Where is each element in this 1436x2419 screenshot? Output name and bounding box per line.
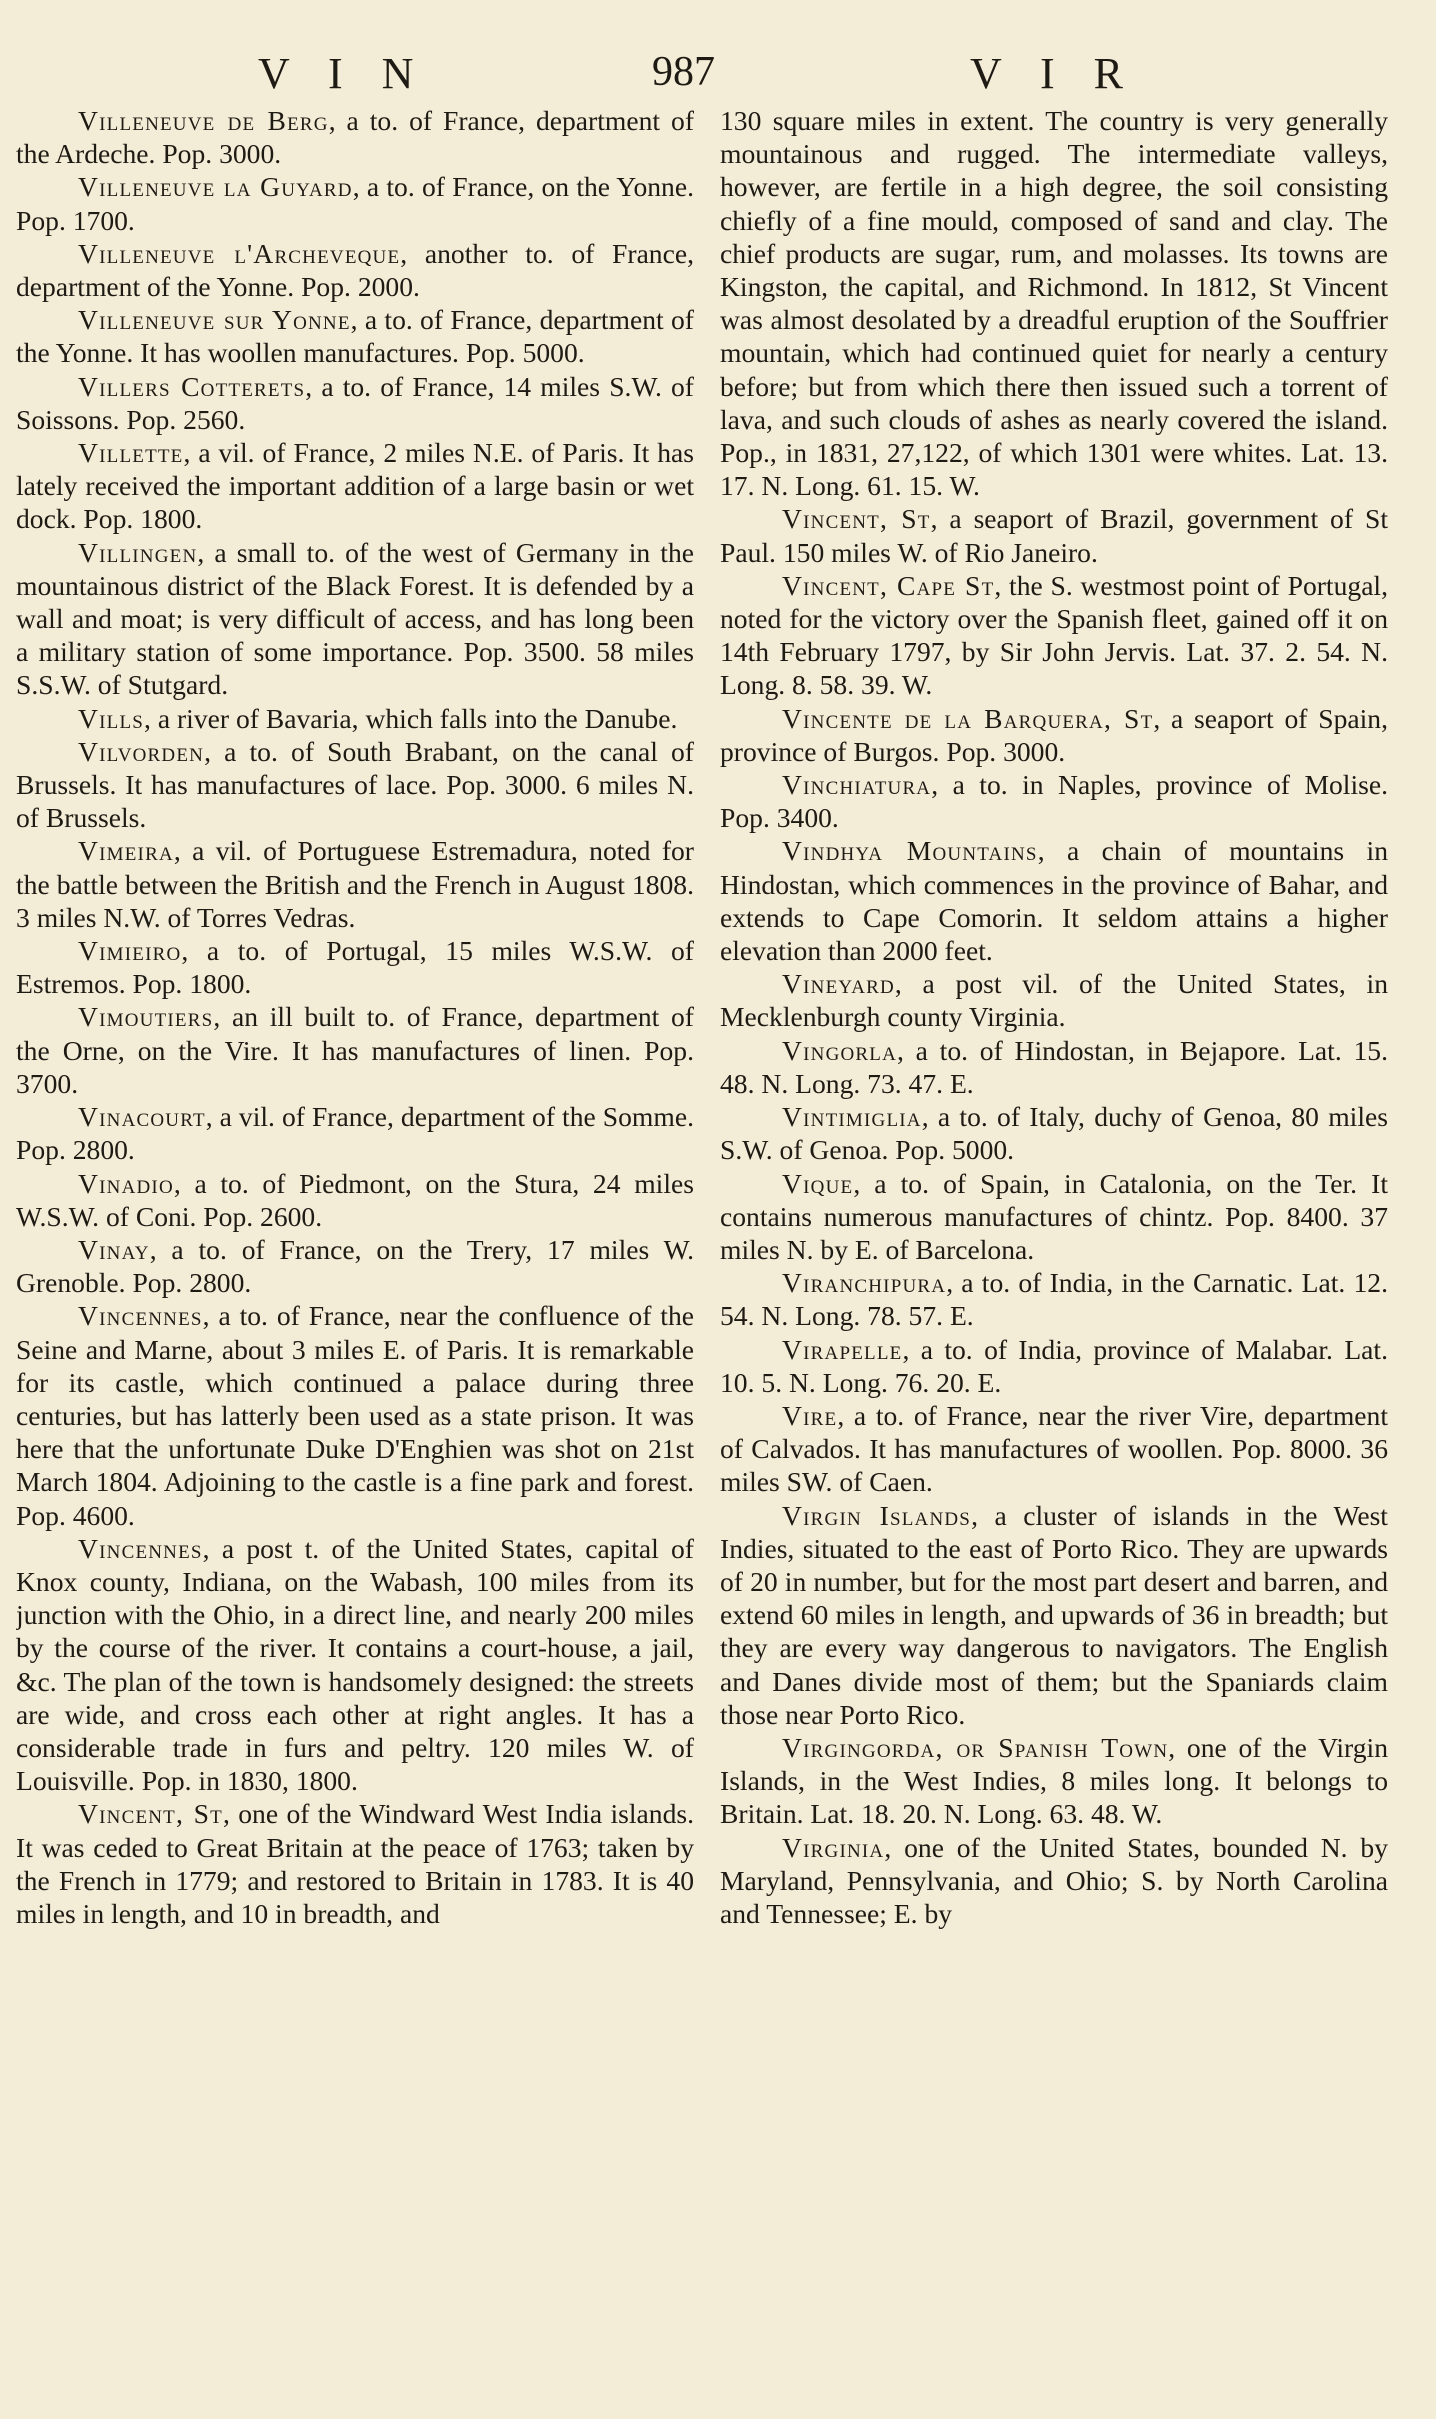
entry-text: , a river of Bavaria, which falls into the Danube. xyxy=(144,702,678,734)
entry-text: , a to. of Hindostan, in Bejapore. Lat. 15. 48. N. Long. 73. 47. E. xyxy=(720,1034,1388,1099)
gazetteer-entry xyxy=(16,303,694,369)
gazetteer-entry xyxy=(720,834,1388,967)
entry-text: , a vil. of France, 2 miles N.E. of Paris. It has lately received the important addition of a large basin or wet dock. Pop. 1800. xyxy=(16,437,694,535)
entry-headword: Vincent, St xyxy=(78,1798,223,1830)
entry-text: , a to. of France, near the confluence of the Seine and Marne, about 3 miles E. of Paris. It is remarkable for its castle, which continued a palace during three centuries, but has latterly been used as a state prison. It was here that the unfortunate Duke D'Enghien was shot on 21st March 1804. Adjoining to the castle is a fine park and forest. Pop. 4600. xyxy=(16,1300,694,1531)
entry-text: , another to. of France, department of the Yonne. Pop. 2000. xyxy=(16,237,694,303)
entry-text: , a to. of France, department of the Yonne. It has woollen manufactures. Pop. 5000. xyxy=(16,304,694,369)
header-right-guide: V I R xyxy=(970,49,1123,98)
entry-headword: Vimoutiers xyxy=(78,1001,214,1033)
gazetteer-entry xyxy=(16,1100,694,1166)
entry-text: , a to. of India, province of Malabar. Lat. 10. 5. N. Long. 76. 20. E. xyxy=(720,1333,1388,1398)
entry-text: , a to. of Portugal, 15 miles W.S.W. of Estremos. Pop. 1800. xyxy=(16,935,694,1000)
entry-text: , a to. of Italy, duchy of Genoa, 80 miles S.W. of Genoa. Pop. 5000. xyxy=(720,1101,1388,1166)
right-column xyxy=(720,104,1388,2394)
entry-headword: Vincente de la Barquera, St xyxy=(782,702,1154,734)
gazetteer-entry xyxy=(16,170,694,236)
entry-text: 130 square miles in extent. The country is very generally mountainous and rugged. The intermediate valleys, however, are fertile in a high degree, the soil consisting chiefly of a fine mould, composed of sand and clay. The chief products are sugar, rum, and molasses. Its towns are Kingston, the capital, and Richmond. In 1812, St Vincent was almost desolated by a dreadful eruption of the Souffrier mountain, which had continued quiet for nearly a century before; but from which there then issued such a torrent of lava, and such clouds of ashes as nearly covered the island. Pop., in 1831, 27,122, of which 1301 were whites. Lat. 13. 17. N. Long. 61. 15. W. xyxy=(720,105,1388,502)
entry-text: , the S. westmost point of Portugal, noted for the victory over the Spanish fleet, gained off it on 14th February 1797, by Sir John Jervis. Lat. 37. 2. 54. N. Long. 8. 58. 39. W. xyxy=(720,569,1388,701)
gazetteer-entry xyxy=(16,104,694,170)
left-column xyxy=(16,104,694,2394)
entry-headword: Vineyard xyxy=(782,968,895,1000)
gazetteer-entry xyxy=(16,237,694,303)
entry-headword: Vintimiglia xyxy=(782,1101,922,1133)
entry-headword: Vingorla xyxy=(782,1034,898,1066)
entry-text: , a to. of India, in the Carnatic. Lat. 12. 54. N. Long. 78. 57. E. xyxy=(720,1267,1388,1332)
entry-text: , a post t. of the United States, capital of Knox county, Indiana, on the Wabash, 100 miles from its junction with the Ohio, in a direct line, and nearly 200 miles by the course of the river. It contains a court-house, a jail, &c. The plan of the town is handsomely designed: the streets are wide, and cross each other at right angles. It has a considerable trade in furs and peltry. 120 miles W. of Louisville. Pop. in 1830, 1800. xyxy=(16,1532,694,1797)
gazetteer-entry xyxy=(16,834,694,934)
entry-text: , one of the Virgin Islands, in the West Indies, 8 miles long. It belongs to Britain. Lat. 18. 20. N. Long. 63. 48. W. xyxy=(720,1731,1388,1830)
running-header xyxy=(0,48,1436,108)
gazetteer-entry xyxy=(16,1532,694,1798)
entry-headword: Villeneuve sur Yonne xyxy=(78,304,351,336)
entry-headword: Vinay xyxy=(78,1233,150,1265)
entry-headword: Villingen xyxy=(78,536,198,568)
entry-headword: Villeneuve l'Archeveque xyxy=(78,237,401,269)
entry-text: , an ill built to. of France, department of the Orne, on the Vire. It has manufactures of linen. Pop. 3700. xyxy=(16,1001,694,1099)
entry-headword: Vimieiro xyxy=(78,935,182,967)
gazetteer-entry xyxy=(720,1034,1388,1100)
page-number: 987 xyxy=(652,49,715,95)
entry-headword: Virgingorda, or Spanish Town xyxy=(782,1731,1169,1763)
entry-text: , a to. of France, near the river Vire, department of Calvados. It has manufactures of woollen. Pop. 8000. 36 miles SW. of Caen. xyxy=(720,1399,1388,1498)
entry-text: , a to. of France, on the Yonne. Pop. 1700. xyxy=(16,171,694,236)
entry-headword: Vire xyxy=(782,1399,838,1431)
gazetteer-entry xyxy=(16,1797,694,1930)
entry-headword: Vincent, St xyxy=(782,503,931,535)
entry-headword: Virginia xyxy=(782,1831,885,1863)
gazetteer-entry xyxy=(16,1000,694,1100)
gazetteer-entry xyxy=(720,1100,1388,1166)
entry-headword: Virapelle xyxy=(782,1333,903,1365)
gazetteer-entry xyxy=(16,1167,694,1233)
entry-headword: Vinadio xyxy=(78,1167,174,1199)
entry-headword: Virgin Islands xyxy=(782,1499,972,1531)
entry-text: , a vil. of Portuguese Estremadura, noted for the battle between the British and the French in August 1808. 3 miles N.W. of Torres Vedras. xyxy=(16,835,694,933)
gazetteer-entry xyxy=(720,569,1388,702)
entry-text: , a to. in Naples, province of Molise. Pop. 3400. xyxy=(720,769,1388,834)
gazetteer-entry xyxy=(16,536,694,702)
gazetteer-entry xyxy=(720,104,1388,502)
gazetteer-entry xyxy=(720,702,1388,768)
entry-headword: Villers Cotterets xyxy=(78,370,306,402)
gazetteer-entry xyxy=(16,436,694,536)
entry-headword: Vindhya Mountains xyxy=(782,835,1038,867)
entry-text: , a to. of France, department of the Ardeche. Pop. 3000. xyxy=(16,105,694,170)
entry-headword: Viranchipura xyxy=(782,1267,947,1299)
entry-text: , a seaport of Spain, province of Burgos. Pop. 3000. xyxy=(720,702,1388,767)
gazetteer-entry xyxy=(720,1499,1388,1731)
gazetteer-entry xyxy=(720,1731,1388,1831)
gazetteer-entry xyxy=(16,1233,694,1299)
entry-text: , a cluster of islands in the West Indies, situated to the east of Porto Rico. They are upwards of 20 in number, but for the most part desert and barren, and extend 60 miles in length, and upwards of 36 in breadth; but they are every way dangerous to navigators. The English and Danes divide most of them; but the Spaniards claim those near Porto Rico. xyxy=(720,1499,1388,1730)
header-left-guide: V I N xyxy=(258,49,414,98)
gazetteer-entry xyxy=(16,1299,694,1531)
entry-text: , a small to. of the west of Germany in the mountainous district of the Black Forest. It is defended by a wall and moat; is very difficult of access, and has long been a military station of some importance. Pop. 3500. 58 miles S.S.W. of Stutgard. xyxy=(16,536,694,701)
entry-headword: Vique xyxy=(782,1167,854,1199)
gazetteer-entry xyxy=(720,502,1388,568)
entry-headword: Vincennes xyxy=(78,1532,203,1564)
entry-headword: Vinacourt xyxy=(78,1101,206,1133)
entry-headword: Villette xyxy=(78,437,184,469)
entry-text: , a to. of Spain, in Catalonia, on the Ter. It contains numerous manufactures of chintz. Pop. 8400. 37 miles N. by E. of Barcelona. xyxy=(720,1167,1388,1265)
entry-headword: Vincennes xyxy=(78,1300,203,1332)
gazetteer-entry xyxy=(720,967,1388,1033)
entry-headword: Vinchiatura xyxy=(782,769,932,801)
gazetteer-entry xyxy=(720,768,1388,834)
entry-text: , a seaport of Brazil, government of St Paul. 150 miles W. of Rio Janeiro. xyxy=(720,503,1388,568)
gazetteer-entry xyxy=(720,1167,1388,1267)
gazetteer-entry xyxy=(16,735,694,835)
gazetteer-entry xyxy=(720,1831,1388,1931)
gazetteer-entry xyxy=(720,1333,1388,1399)
entry-text: , a to. of France, on the Trery, 17 miles W. Grenoble. Pop. 2800. xyxy=(16,1233,694,1299)
entry-text: , one of the United States, bounded N. by Maryland, Pennsylvania, and Ohio; S. by North Carolina and Tennessee; E. by xyxy=(720,1831,1388,1929)
entry-headword: Villeneuve de Berg xyxy=(78,105,329,136)
entry-headword: Villeneuve la Guyard xyxy=(78,171,353,203)
entry-text: , one of the Windward West India islands. It was ceded to Great Britain at the peace of 1763; taken by the French in 1779; and restored to Britain in 1783. It is 40 miles in length, and 10 in breadth, and xyxy=(16,1798,694,1929)
gazetteer-entry xyxy=(720,1266,1388,1332)
entry-text: , a to. of South Brabant, on the canal of Brussels. It has manufactures of lace. Pop. 3000. 6 miles N. of Brussels. xyxy=(16,735,694,834)
gazetteer-entry xyxy=(16,370,694,436)
entry-headword: Vincent, Cape St xyxy=(782,569,995,601)
entry-text: , a to. of Piedmont, on the Stura, 24 miles W.S.W. of Coni. Pop. 2600. xyxy=(16,1167,694,1232)
entry-headword: Vilvorden xyxy=(78,735,205,767)
entry-text: , a to. of France, 14 miles S.W. of Soissons. Pop. 2560. xyxy=(16,370,694,435)
entry-text: , a vil. of France, department of the Somme. Pop. 2800. xyxy=(16,1101,694,1166)
gazetteer-entry xyxy=(16,934,694,1000)
gazetteer-entry xyxy=(16,702,694,735)
entry-headword: Vills xyxy=(78,702,145,734)
entry-text: , a chain of mountains in Hindostan, which commences in the province of Bahar, and extends to Cape Comorin. It seldom attains a higher elevation than 2000 feet. xyxy=(720,835,1388,967)
gazetteer-entry xyxy=(720,1399,1388,1499)
entry-headword: Vimeira xyxy=(78,835,174,867)
entry-text: , a post vil. of the United States, in Mecklenburgh county Virginia. xyxy=(720,968,1388,1033)
